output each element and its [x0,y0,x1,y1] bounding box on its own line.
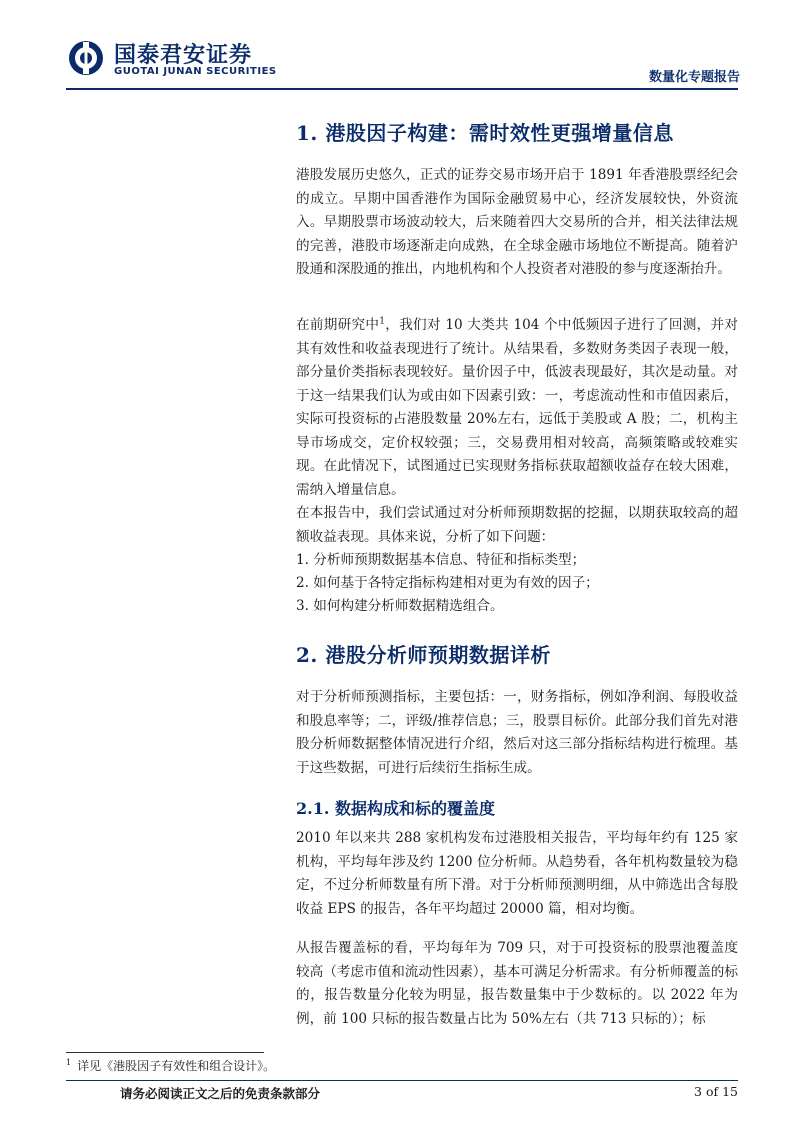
para2-text-start: 在前期研究中 [296,317,380,333]
disclaimer-text: 请务必阅读正文之后的免责条款部分 [120,1086,321,1101]
guotai-junan-logo-icon [68,40,104,76]
footnote-text: 详见《港股因子有效性和组合设计》。 [77,1059,276,1073]
para2-text-end: ，我们对 10 大类共 104 个中低频因子进行了回测，并对其有效性和收益表现进行了统计。从结果看，多数财务类因子表现一般，部分量价类指标表现较好。量价因子中，低波表现最好，其次是动量。对于这一结果我们认为或由如下因素引致：一，考虑流动性和市值因素后，实际可投资标的占港股数量 20%左右，远低于美股或 A 股；二，机构主导市场成交，定价权较强；三，交易费用相对较高，高频策略或较难实现。在此情况下，试图通过已实现财务指标获取超额收益存在较大困难，需纳入增量信息。 [296,317,738,498]
list-item-1: 1. 分析师预期数据基本信息、特征和指标类型； [296,552,586,568]
page-number: 3 of 15 [694,1084,738,1099]
section-1-title: 1. 港股因子构建：需时效性更强增量信息 [296,121,674,145]
footnote-marker: 1 [66,1058,72,1067]
company-name-cn: 国泰君安证券 [114,43,253,68]
subsection-2-1-paragraph-1: 2010 年以来共 288 家机构发布过港股相关报告，平均每年约有 125 家机构，平均每年涉及约 1200 位分析师。从趋势看，各年机构数量较为稳定，不过分析师数量有所下滑。对于分析师预测明细，从中筛选出含每股收益 EPS 的报告，各年平均超过 20000 篇，相对均衡。 [296,830,738,917]
section-1-paragraph-1: 港股发展历史悠久，正式的证券交易市场开启于 1891 年香港股票经纪会的成立。早期中国香港作为国际金融贸易中心，经济发展较快，外资流入。早期股票市场波动较大，后来随着四大交易所的合并，相关法律法规的完善，港股市场逐渐走向成熟，在全球金融市场地位不断提高。随着沪股通和深股通的推出，内地机构和个人投资者对港股的参与度逐渐抬升。 [296,167,738,277]
page-header [0,0,802,90]
footnote-reference: 1 [379,316,385,327]
list-item-3: 3. 如何构建分析师数据精选组合。 [296,598,504,614]
footnote [66,1057,275,1074]
list-item-2: 2. 如何基于各特定指标构建相对更为有效的因子； [296,575,599,591]
footer-divider [66,1080,738,1081]
report-type: 数量化专题报告 [648,70,740,85]
section-1-paragraph-3: 在本报告中，我们尝试通过对分析师预期数据的挖掘，以期获取较高的超额收益表现。具体来说，分析了如下问题： [296,505,738,545]
section-2-paragraph-1: 对于分析师预测指标，主要包括：一，财务指标，例如净利润、每股收益和股息率等；二，评级/推荐信息；三，股票目标价。此部分我们首先对港股分析师数据整体情况进行介绍，然后对这三部分指标结构进行梳理。基于这些数据，可进行后续衍生指标生成。 [296,689,738,776]
subsection-2-1-paragraph-2: 从报告覆盖标的看，平均每年为 709 只，对于可投资标的股票池覆盖度较高（考虑市值和流动性因素），基本可满足分析需求。有分析师覆盖的标的，报告数量分化较为明显，报告数量集中于少数标的。以 2022 年为例，前 100 只标的报告数量占比为 50%左右（共 713 只标的）；标 [296,940,738,1027]
company-name-en: GUOTAI JUNAN SECURITIES [114,66,277,77]
subsection-2-1-title: 2.1. 数据构成和标的覆盖度 [296,799,495,818]
section-2-title: 2. 港股分析师预期数据详析 [296,643,551,667]
footnote-divider [66,1052,264,1053]
section-1-paragraph-2 [296,314,738,502]
header-divider [66,88,738,90]
